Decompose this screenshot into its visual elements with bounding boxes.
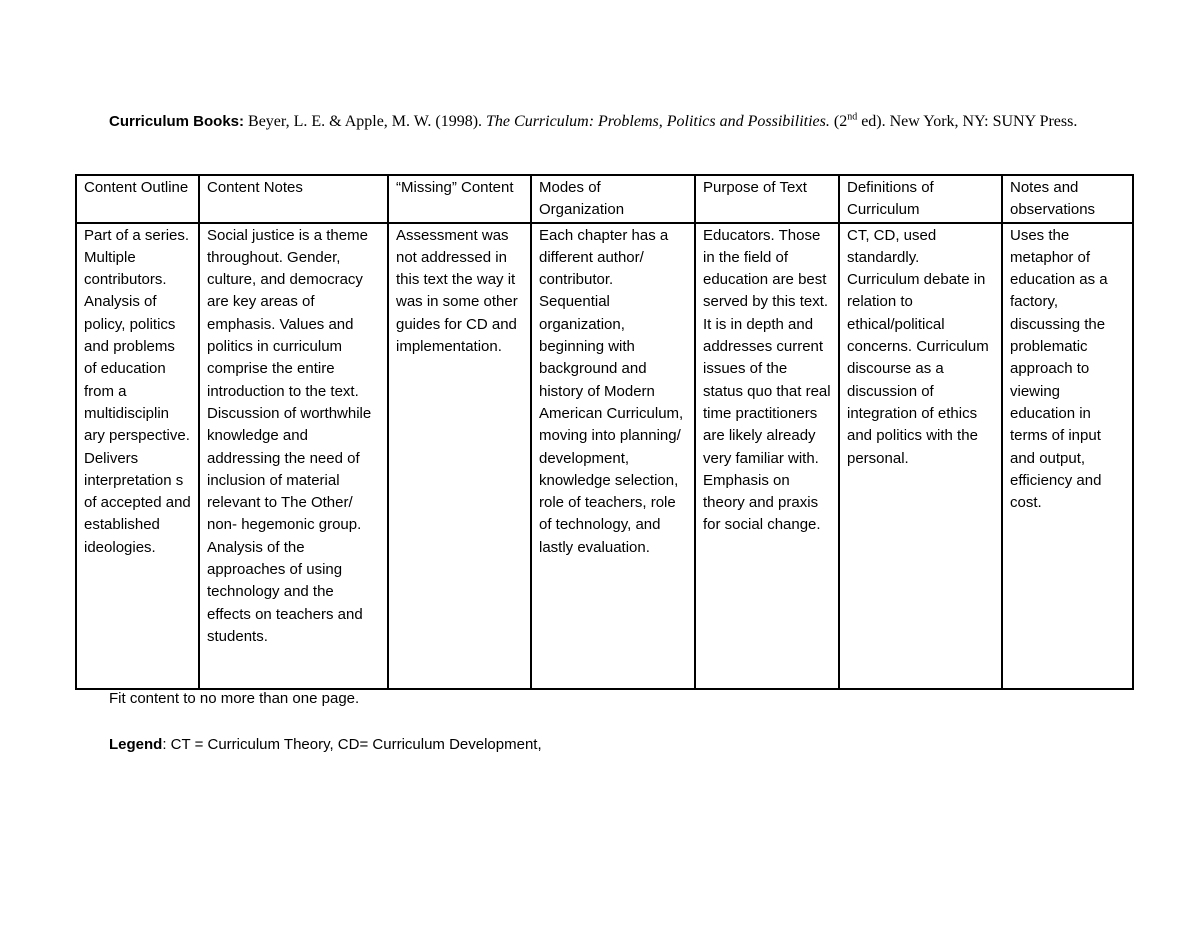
legend-label: Legend	[109, 736, 163, 753]
citation	[109, 111, 1099, 132]
header-purpose-of-text: Purpose of Text	[695, 175, 839, 223]
cell-missing-content: Assessment was not addressed in this text the way it was in some other guides for CD and implementation.	[388, 223, 531, 689]
header-definitions-of-curriculum: Definitions of Curriculum	[839, 175, 1002, 223]
cell-content-notes: Social justice is a theme throughout. Gender, culture, and democracy are key areas of emphasis. Values and politics in curriculum comprise the entire introduction to the text. Discussion of worthwhile knowledge and addressing the need of inclusion of material relevant to The Other/ non- hegemonic group. Analysis of the approaches of using technology and the effects on teachers and students.	[199, 223, 388, 689]
cell-content-outline: Part of a series. Multiple contributors. Analysis of policy, politics and problems of education from a multidisciplin ary perspective. Delivers interpretation s of accepted and established ideologies.	[76, 223, 199, 689]
curriculum-table	[75, 174, 1134, 690]
table-header-row	[76, 175, 1133, 223]
citation-edition-post: ed). New York, NY: SUNY Press.	[857, 113, 1078, 130]
fit-note: Fit content to no more than one page.	[109, 690, 360, 707]
citation-label: Curriculum Books:	[109, 113, 245, 130]
header-missing-content: “Missing” Content	[388, 175, 531, 223]
legend-text: : CT = Curriculum Theory, CD= Curriculum Development,	[162, 736, 542, 753]
header-modes-of-organization: Modes of Organization	[531, 175, 695, 223]
header-notes-and-observations: Notes and observations	[1002, 175, 1133, 223]
citation-edition-pre: (2	[829, 113, 848, 130]
legend	[109, 735, 542, 755]
header-content-outline: Content Outline	[76, 175, 199, 223]
citation-book-title: The Curriculum: Problems, Politics and Possibilities.	[486, 113, 830, 130]
cell-notes-and-observations: Uses the metaphor of education as a factory, discussing the problematic approach to viewing education in terms of input and output, efficiency and cost.	[1002, 223, 1133, 689]
cell-purpose-of-text: Educators. Those in the field of education are best served by this text. It is in depth and addresses current issues of the status quo that real time practitioners are likely already very familiar with. Emphasis on theory and praxis for social change.	[695, 223, 839, 689]
citation-edition-superscript: nd	[847, 111, 858, 123]
citation-authors: Beyer, L. E. & Apple, M. W. (1998).	[244, 113, 487, 130]
cell-definitions-of-curriculum: CT, CD, used standardly. Curriculum debate in relation to ethical/political concerns. Curriculum discourse as a discussion of integration of ethics and politics with the personal.	[839, 223, 1002, 689]
header-content-notes: Content Notes	[199, 175, 388, 223]
table-row	[76, 223, 1133, 689]
cell-modes-of-organization: Each chapter has a different author/ contributor. Sequential organization, beginning with background and history of Modern American Curriculum, moving into planning/ development, knowledge selection, role of teachers, role of technology, and lastly evaluation.	[531, 223, 695, 689]
